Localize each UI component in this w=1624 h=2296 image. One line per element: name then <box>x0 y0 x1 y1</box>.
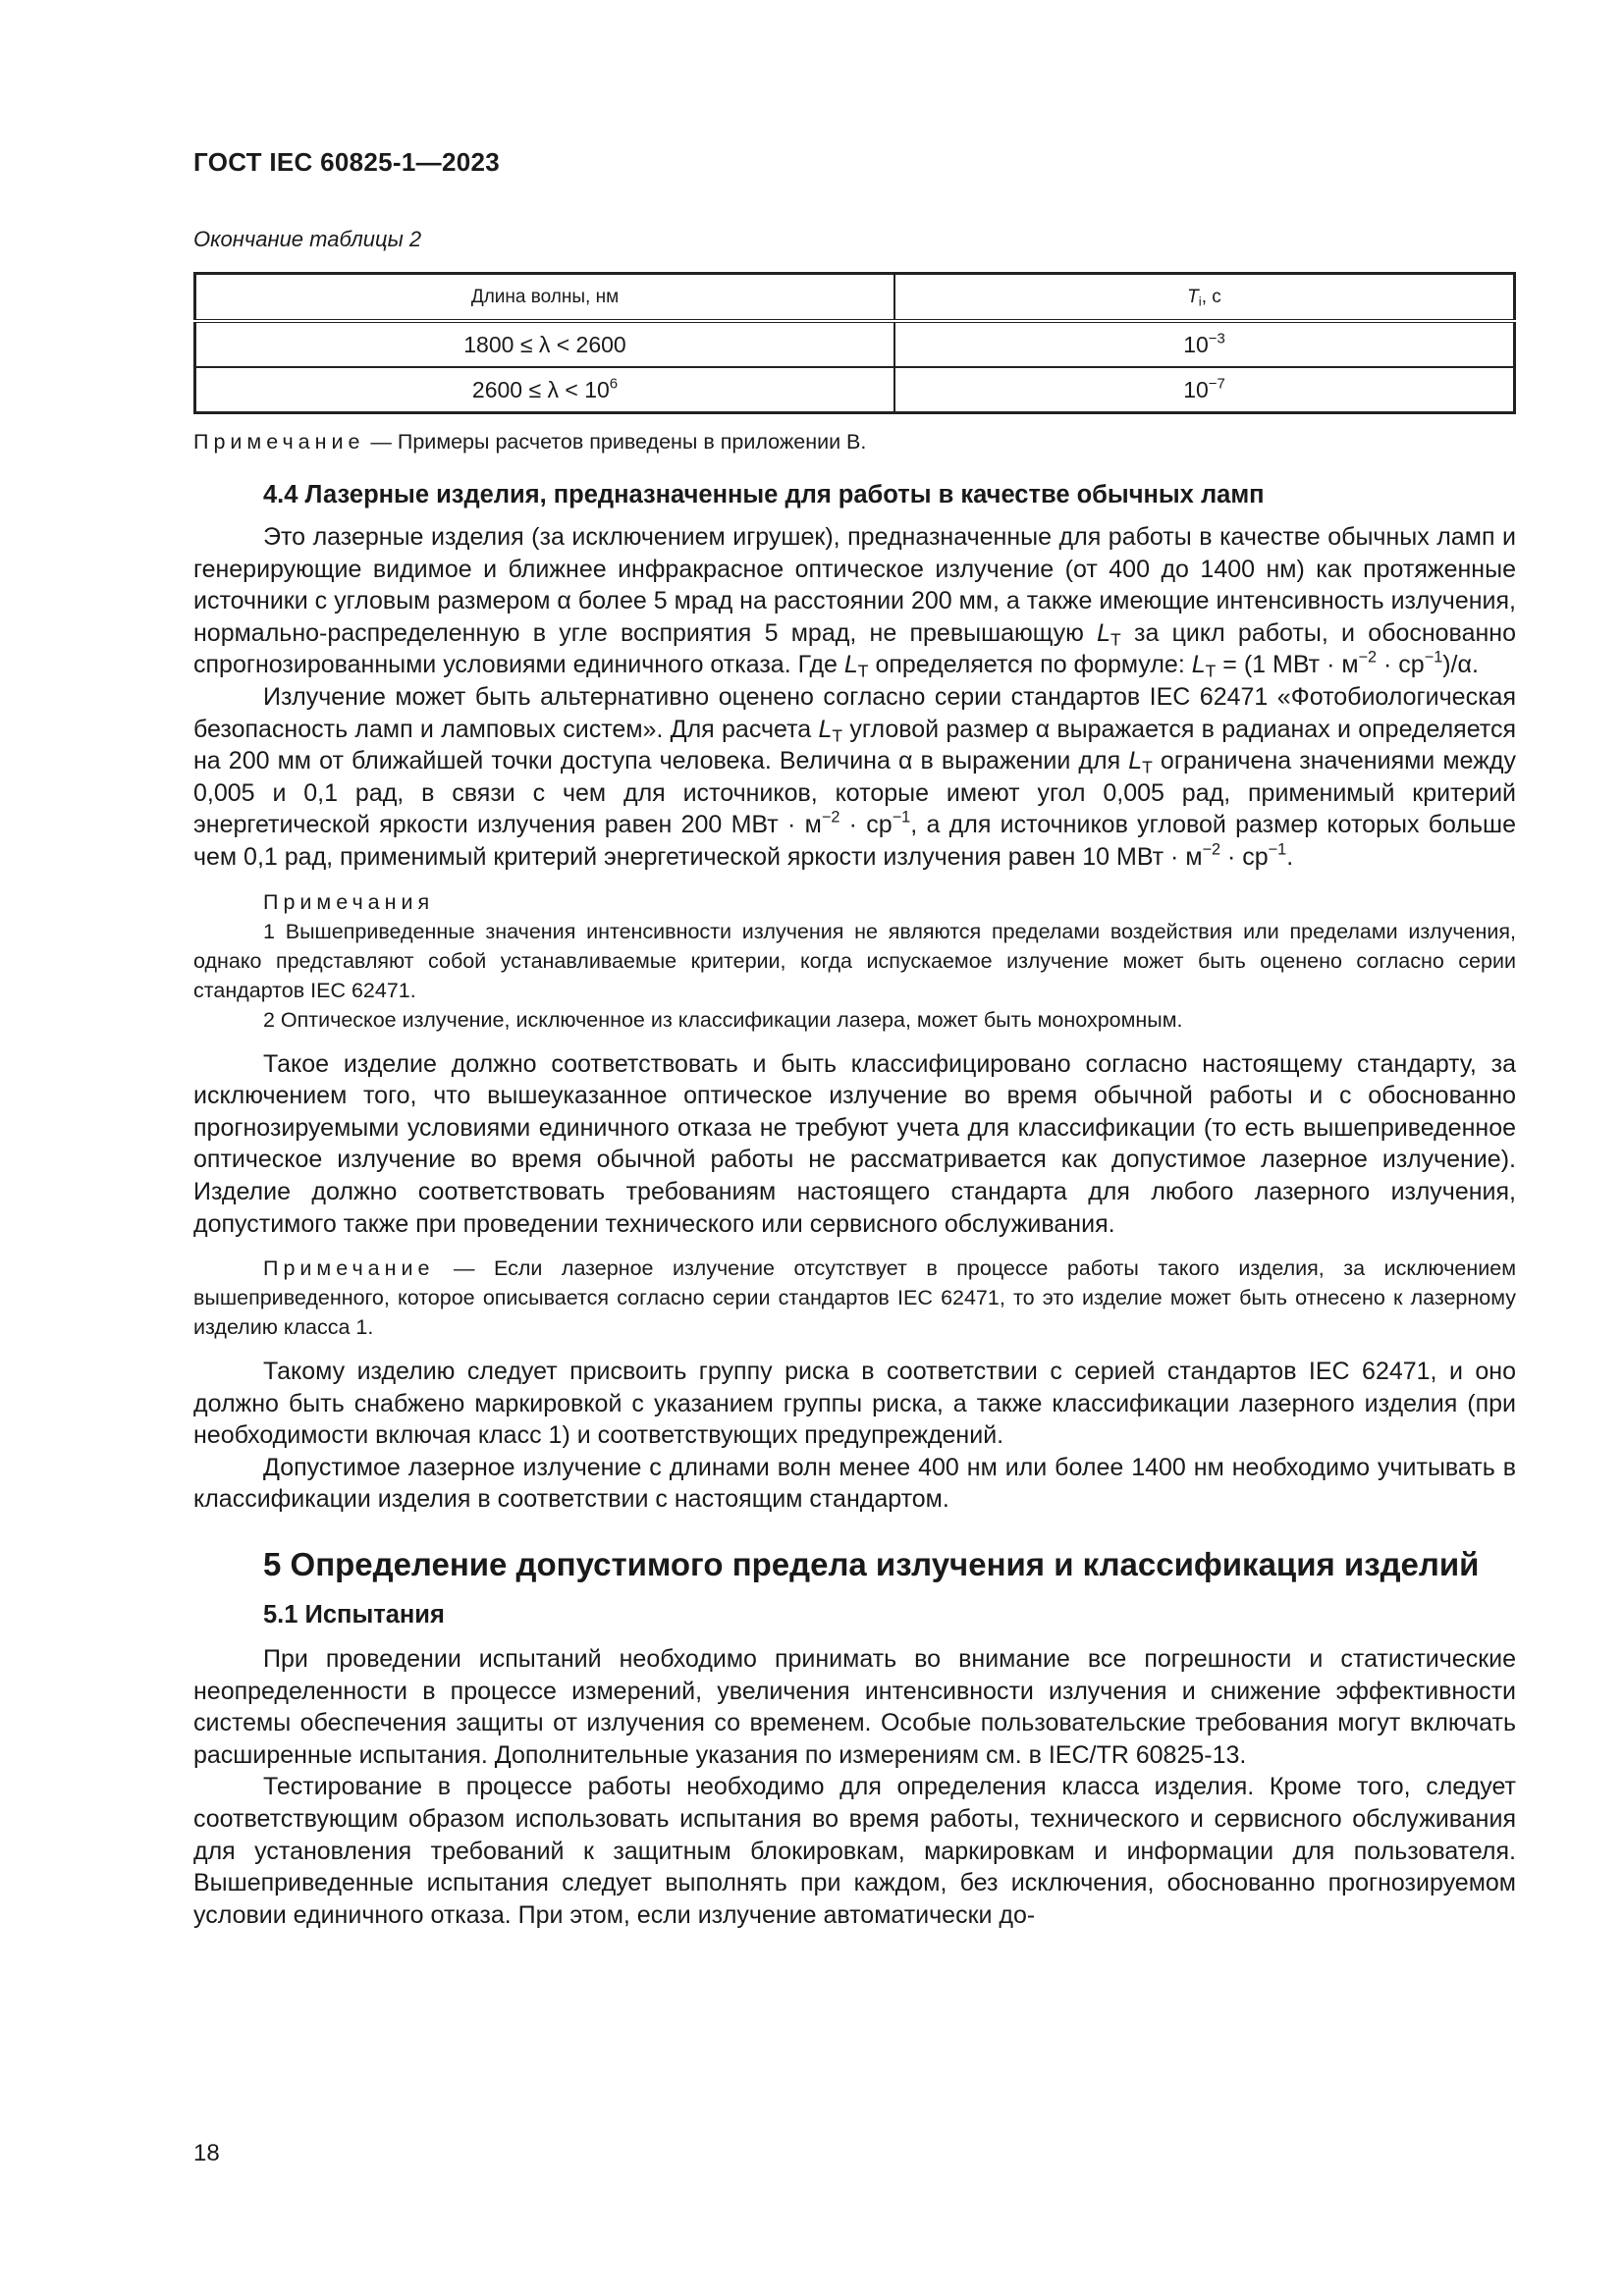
section-5-1-paragraph-2: Тестирование в процессе работы необходимо для определения класса изделия. Кроме того, следует соответствующим образом использовать испытания во время работы, технического и сервисного обслуживания для установления требований к защитным блокировкам, маркировкам и информации для пользователя. Вышеприведенные испытания следует выполнять при каждом, без исключения, обоснованно прогнозируемом условии единичного отказа. При этом, если излучение автоматически до- <box>193 1773 1516 1929</box>
table-note-text: — Примеры расчетов приведены в приложении В. <box>364 430 867 454</box>
wavelength-range: 2600 ≤ λ < 10 <box>471 376 610 402</box>
notes-heading: Примечания <box>263 889 435 914</box>
section-4-4-paragraph-3: Такое изделие должно соответствовать и быть классифицировано согласно настоящему стандарту, за исключением того, что вышеуказанное оптическое излучение во время обычной работы и с обоснованно прогнозируемыми условиями единичного отказа не требуют учета для классификации (то есть вышеприведенное оптическое излучение во время обычной работы не рассматривается как допустимое лазерное излучение). Изделие должно соответствовать требованиям настоящего стандарта для любого лазерного излучения, допустимого также при проведении технического или сервисного обслуживания. <box>193 1049 1516 1238</box>
document-header: ГОСТ IEC 60825-1—2023 <box>193 147 500 177</box>
time-unit: , с <box>1201 286 1221 307</box>
section-5-title: 5 Определение допустимого предела излучения и классификация изделий <box>263 1546 1480 1583</box>
section-4-4-paragraph-1: Это лазерные изделия (за исключением игрушек), предназначенные для работы в качестве обычных ламп и генерирующие видимое и ближнее инфракрасное оптическое излучение (от 400 до 1400 нм) как протяженные источники с угловым размером α более 5 мрад на расстоянии 200 мм, а также имеющие интенсивность излучения, нормально-распределенную в угле восприятия 5 мрад, не превышающую $L_T$ за цикл работы, и обоснованно спрогнозированными условиями единичного отказа. Где $L_T$ определяется по формуле: $L_T = (1$ МВт · $м^{-2} \cdot ср^{-1})/\alpha$. <box>193 523 1516 681</box>
table-header-time <box>894 274 1515 322</box>
table-header-wavelength: Длина волны, нм <box>195 274 895 322</box>
main-content <box>193 478 1516 1931</box>
page-number: 18 <box>193 2140 220 2166</box>
time-base: 10 <box>1183 331 1209 357</box>
table-note-label: Примечание <box>193 430 365 454</box>
time-base: 10 <box>1183 376 1209 402</box>
wavelength-table <box>193 272 1516 414</box>
section-4-4-paragraph-5: Допустимое лазерное излучение с длинами волн менее 400 нм или более 1400 нм необходимо учитывать в классификации изделия в соответствии с настоящим стандартом. <box>193 1453 1516 1514</box>
note-1: 1 Вышеприведенные значения интенсивности излучения не являются пределами воздействия или пределами излучения, однако представляют собой устанавливаемые критерии, когда испускаемое излучение может быть оценено согласно серии стандартов IEC 62471. <box>193 919 1516 1002</box>
section-4-4-title: 4.4 Лазерные изделия, предназначенные для работы в качестве обычных ламп <box>263 481 1265 508</box>
table-cell-wavelength <box>195 321 895 367</box>
table-cell-time <box>894 321 1515 367</box>
table-cell-wavelength <box>195 367 895 413</box>
section-5-1-title: 5.1 Испытания <box>263 1601 445 1629</box>
wavelength-range: 1800 ≤ λ < 2600 <box>463 331 626 357</box>
time-symbol: T <box>1187 286 1199 307</box>
note-3-text: — Если лазерное излучение отсутствует в процессе работы такого изделия, за исключением вышеприведенного, которое описывается согласно серии стандартов IEC 62471, то это изделие может быть отнесено к лазерному изделию класса 1. <box>193 1256 1516 1340</box>
note-3-label: Примечание <box>263 1256 435 1281</box>
table-caption: Окончание таблицы 2 <box>193 227 422 251</box>
section-5-1-paragraph-1: При проведении испытаний необходимо принимать во внимание все погрешности и статистические неопределенности в процессе измерений, увеличения интенсивности излучения и снижение эффективности системы обеспечения защиты от излучения со временем. Особые пользовательские требования могут включать расширенные испытания. Дополнительные указания по измерениям см. в IEC/TR 60825-13. <box>193 1645 1516 1769</box>
section-4-4-paragraph-2: Излучение может быть альтернативно оценено согласно серии стандартов IEC 62471 «Фотобиологическая безопасность ламп и ламповых систем». Для расчета $L_T$ угловой размер α выражается в радианах и определяется на 200 мм от ближайшей точки доступа человека. Величина α в выражении для $L_T$ ограничена значениями между 0,005 и 0,1 рад, в связи с чем для источников, которые имеют угол 0,005 рад, применимый критерий энергетической яркости излучения равен 200 МВт · $м^{-2} \cdot ср^{-1}$, а для источников угловой размер которых больше чем 0,1 рад, применимый критерий энергетической яркости излучения равен 10 МВт · $м^{-2} \cdot ср^{-1}$. <box>193 682 1517 871</box>
time-subscript: i <box>1198 293 1202 308</box>
wavelength-exp: 6 <box>609 374 619 392</box>
table-row <box>195 367 1515 413</box>
note-2: 2 Оптическое излучение, исключенное из классификации лазера, может быть монохромным. <box>263 1007 1183 1032</box>
table-note <box>193 427 866 456</box>
table-row <box>195 321 1515 367</box>
time-exp: −3 <box>1208 329 1225 347</box>
note-3 <box>193 1254 1516 1342</box>
section-4-4-paragraph-4: Такому изделию следует присвоить группу риска в соответствии с серией стандартов IEC 62471, и оно должно быть снабжено маркировкой с указанием группы риска, а также классификации лазерного изделия (при необходимости включая класс 1) и соответствующих предупреждений. <box>193 1358 1516 1450</box>
table-cell-time <box>894 367 1515 413</box>
time-exp: −7 <box>1208 374 1225 392</box>
